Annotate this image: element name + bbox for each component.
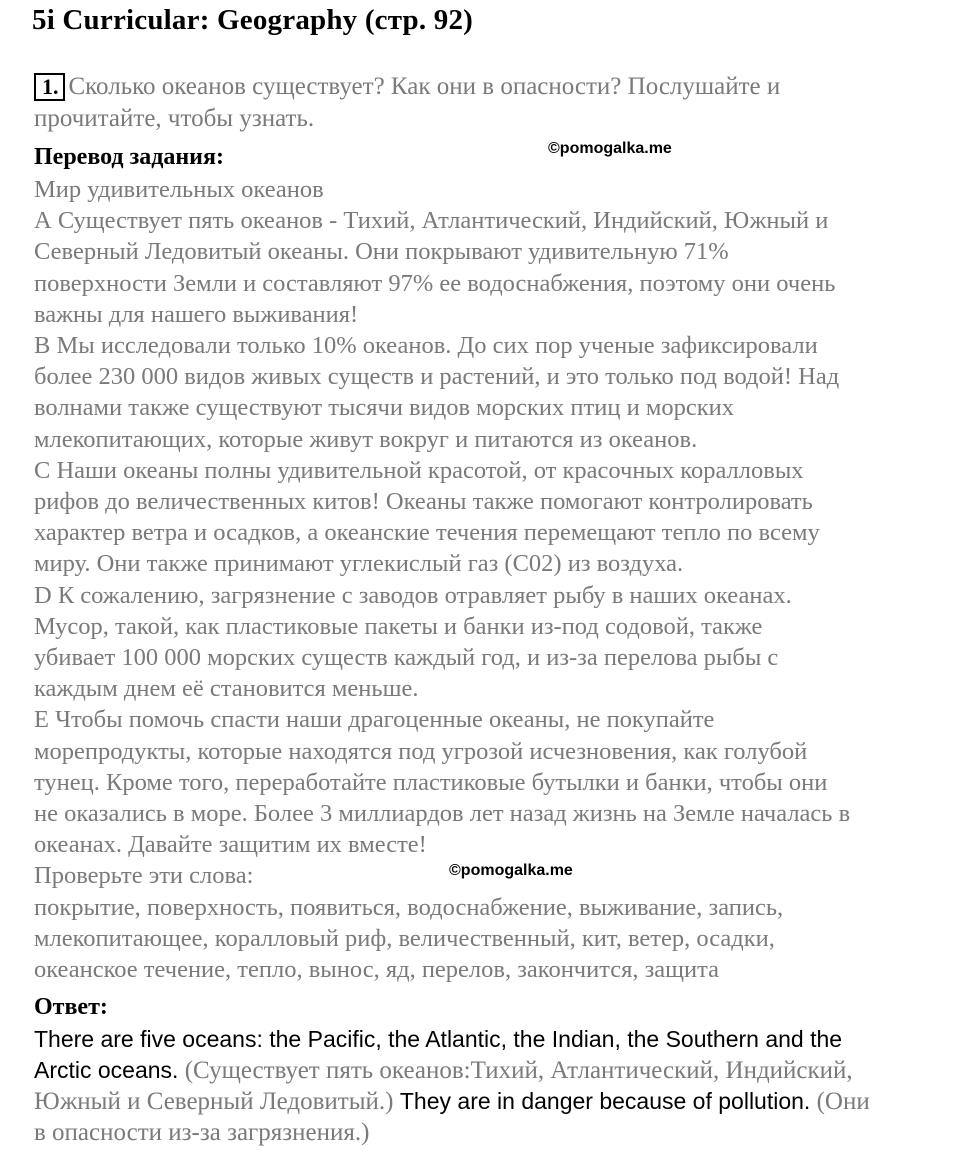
answer-line-2 <box>34 1055 870 1086</box>
page-title: 5i Curricular: Geography (стр. 92) <box>32 4 474 36</box>
answer-line-4 <box>34 1117 870 1148</box>
text-line: поверхности Земли и составляют 97% ее водоснабжения, поэтому они очень <box>34 269 836 297</box>
answer-english-2: Arctic oceans. <box>34 1057 179 1083</box>
answer-russian-4: в опасности из-за загрязнения.) <box>34 1119 370 1146</box>
text-line: более 230 000 видов живых существ и растений, и это только под водой! Над <box>34 363 840 391</box>
text-line: океанах. Давайте защитим их вместе! <box>34 831 427 859</box>
text-line: рифов до величественных китов! Океаны также помогают контролировать <box>34 488 813 515</box>
text-line: убивает 100 000 морских существ каждый год, и из-за перелова рыбы с <box>34 644 779 671</box>
answer-heading: Ответ: <box>34 994 108 1020</box>
text-line: А Существует пять океанов - Тихий, Атлантический, Индийский, Южный и <box>34 207 829 235</box>
answer-english-3: They are in danger because of pollution. <box>393 1088 811 1114</box>
text-line: важны для нашего выживания! <box>34 300 359 328</box>
text-line: тунец. Кроме того, переработайте пластиковые бутылки и банки, чтобы они <box>34 768 828 796</box>
task-line-1 <box>34 71 780 103</box>
text-line: морепродукты, которые находятся под угрозой исчезновения, как голубой <box>34 737 808 765</box>
translation-heading: Перевод задания: <box>34 144 224 170</box>
text-line: млекопитающее, коралловый риф, величественный, кит, ветер, осадки, <box>34 924 775 952</box>
text-line: Северный Ледовитый океаны. Они покрывают удивительную 71% <box>34 238 729 266</box>
answer-russian-2: (Существует пять океанов:Тихий, Атлантический, Индийский, <box>178 1057 853 1084</box>
watermark-middle: ©pomogalka.me <box>449 862 573 879</box>
text-line: не оказались в море. Более 3 миллиардов лет назад жизнь на Земле началась в <box>34 800 851 827</box>
text-line: каждым днем её становится меньше. <box>34 675 419 703</box>
task-prompt <box>34 71 780 135</box>
text-line: В Мы исследовали только 10% океанов. До сих пор ученые зафиксировали <box>34 332 818 359</box>
task-text-1: Сколько океанов существует? Как они в опасности? Послушайте и <box>68 73 781 100</box>
text-line: миру. Они также принимают углекислый газ (С02) из воздуха. <box>34 550 684 578</box>
task-number: 1. <box>34 73 65 101</box>
task-line-2: прочитайте, чтобы узнать. <box>34 105 315 132</box>
text-line: Проверьте эти слова: <box>34 862 254 890</box>
text-line: Мусор, такой, как пластиковые пакеты и банки из-под содовой, также <box>34 612 763 640</box>
answer-english-1: There are five oceans: the Pacific, the Atlantic, the Indian, the Southern and the <box>34 1026 843 1052</box>
answer-block <box>34 1024 870 1148</box>
text-line: волнами также существуют тысячи видов морских птиц и морских <box>34 394 734 422</box>
text-line: Е Чтобы помочь спасти наши драгоценные океаны, не покупайте <box>34 706 715 734</box>
text-line: Мир удивительных океанов <box>34 176 324 203</box>
watermark-top: ©pomogalka.me <box>548 140 672 157</box>
answer-russian-3a: Южный и Северный Ледовитый.) <box>34 1088 394 1115</box>
answer-russian-3b: (Они <box>810 1088 870 1115</box>
text-line: D К сожалению, загрязнение с заводов отравляет рыбу в наших океанах. <box>34 581 792 609</box>
answer-line-3 <box>34 1086 870 1117</box>
answer-line-1 <box>34 1024 870 1055</box>
text-line: покрытие, поверхность, появиться, водоснабжение, выживание, запись, <box>34 893 784 921</box>
text-line: характер ветра и осадков, а океанские течения перемещают тепло по всему <box>34 519 820 547</box>
text-line: С Наши океаны полны удивительной красотой, от красочных коралловых <box>34 456 804 484</box>
text-line: океанское течение, тепло, вынос, яд, перелов, закончится, защита <box>34 956 720 983</box>
text-line: млекопитающих, которые живут вокруг и питаются из океанов. <box>34 425 698 453</box>
